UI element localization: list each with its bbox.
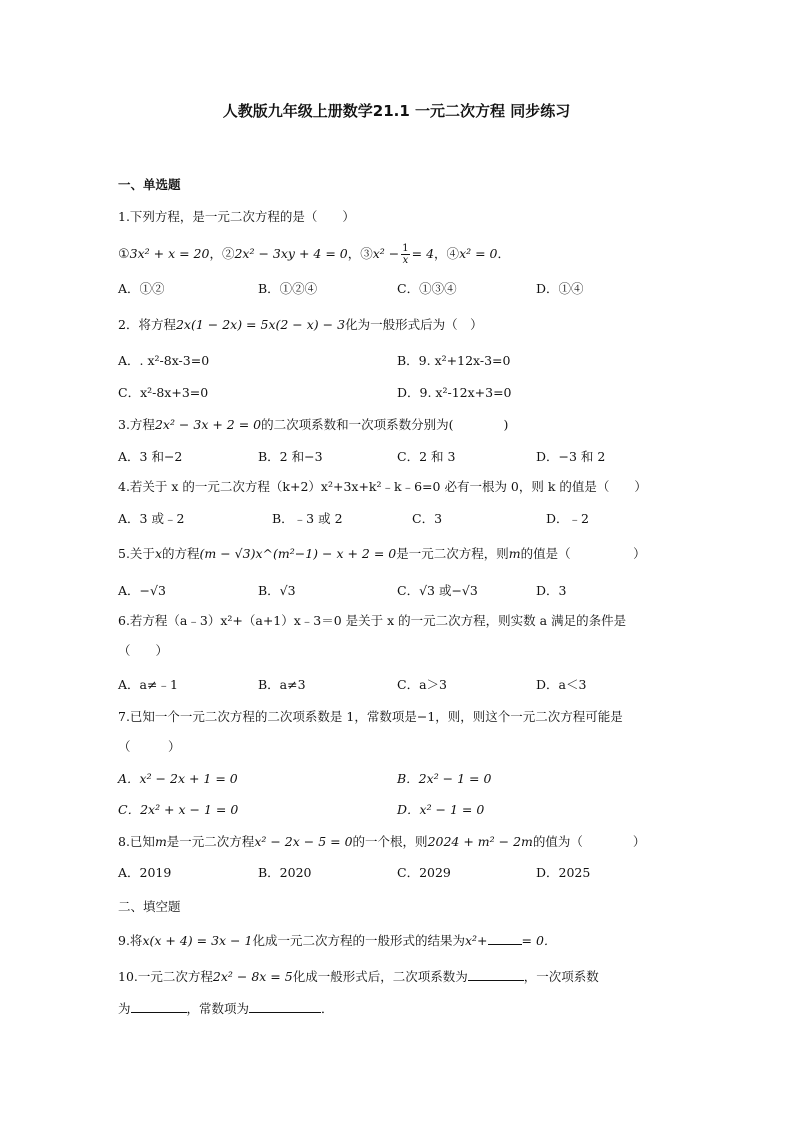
q10-blank-linear-coef[interactable] [131,1000,187,1013]
q10-end: ． [321,1001,334,1016]
q3-option-b[interactable]: B．2 和−3 [258,449,323,464]
q5-option-b[interactable]: B．√3 [258,583,296,598]
q8-option-d[interactable]: D．2025 [536,865,591,880]
q3-option-a[interactable]: A．3 和−2 [118,449,183,464]
q1-eq1: 3x² + x = 20 [129,246,210,261]
q3-option-c[interactable]: C．2 和 3 [397,449,456,464]
q1-statements [118,243,510,266]
q1-circle-3: ，③ [347,246,373,261]
q1-stem: 1.下列方程，是一元二次方程的是（ ） [118,209,355,224]
q3-pre: 3.方程 [118,417,155,432]
q10-mid2: ，一次项系数 [523,969,599,984]
q2-pre: 2．将方程 [118,317,176,332]
q9-stem [118,932,556,950]
q1-eq2: 2x² − 3xy + 4 = 0 [234,246,348,261]
q9-equation: x(x + 4) = 3x − 1 [142,933,253,948]
q7-option-d[interactable]: D．x² − 1 = 0 [397,802,485,817]
q1-frac-num: 1 [402,243,409,254]
q8-stem [118,833,645,851]
q10-mid: 化成一般形式后，二次项系数为 [292,969,468,984]
q9-result-lead: x²+ [464,933,488,948]
q7-stem: 7.已知一个一元二次方程的二次项系数是 1，常数项是−1，则，则这个一元二次方程可能是 [118,709,623,724]
q5-option-a[interactable]: A．−√3 [118,583,166,598]
q5-equation: (m − √3)x^(m²−1) − x + 2 = 0 [199,546,397,561]
q1-circle-1: ① [118,247,130,262]
q2-stem [118,316,483,334]
q8-equation: x² − 2x − 5 = 0 [254,834,353,849]
q6-option-c[interactable]: C．a＞3 [397,677,447,692]
section-heading-fill-blank: 二、填空题 [118,899,181,914]
q5-stem [118,545,646,563]
q9-answer-blank[interactable] [488,932,522,945]
q7-option-a[interactable]: A．x² − 2x + 1 = 0 [118,771,238,786]
q5-end: 的值是（ ） [520,546,646,561]
q3-stem [118,416,508,434]
q2-post: 化为一般形式后为（ ） [345,317,483,332]
q7-option-b[interactable]: B．2x² − 1 = 0 [397,771,492,786]
q8-option-a[interactable]: A．2019 [118,865,172,880]
q1-option-a[interactable]: A．①② [118,281,165,296]
q10-equation: 2x² − 8x = 5 [212,969,293,984]
q3-post: 的二次项系数和一次项系数分别为( ) [261,417,509,432]
q8-option-c[interactable]: C．2029 [397,865,451,880]
q4-option-c[interactable]: C．3 [412,511,443,526]
q5-post: 是一元二次方程，则 [396,546,509,561]
q5-var: x [154,546,162,561]
q2-option-b[interactable]: B．9. x²+12x-3=0 [397,353,511,368]
q4-option-b[interactable]: B．﹣3 或 2 [272,511,343,526]
q2-option-d[interactable]: D．9. x²-12x+3=0 [397,385,512,400]
q10-blank-quadratic-coef[interactable] [468,968,524,981]
q6-option-a[interactable]: A．a≠﹣1 [118,677,178,692]
q2-option-a[interactable]: A．. x²-8x-3=0 [118,353,210,368]
q10-stem-line2 [118,1000,334,1018]
q1-eq4: x² = 0 [459,246,498,261]
q8-mid2: 的一个根，则 [352,834,428,849]
q1-option-c[interactable]: C．①③④ [397,281,457,296]
q7-stem-paren: （ ） [118,739,181,754]
q1-frac-den: x [402,255,409,266]
q5-option-c[interactable]: C．√3 或−√3 [397,583,478,598]
q6-option-d[interactable]: D．a＜3 [536,677,587,692]
q10-line2-b: ，常数项为 [186,1001,250,1016]
q8-option-b[interactable]: B．2020 [258,865,312,880]
q2-equation: 2x(1 − 2x) = 5x(2 − x) − 3 [175,317,346,332]
q5-mid: 的方程 [162,546,200,561]
q8-var: m [154,834,167,849]
q1-circle-2: ，② [209,246,235,261]
q1-eq3-left: x² − [372,246,400,261]
q9-mid: 化成一元二次方程的一般形式的结果为 [252,933,465,948]
q4-option-d[interactable]: D．﹣2 [546,511,589,526]
q9-pre: 9.将 [118,933,143,948]
q4-stem: 4.若关于 x 的一元二次方程（k+2）x²+3x+k²﹣k﹣6=0 必有一根为 0，则 k 的值是（ ） [118,479,647,494]
q8-pre: 8.已知 [118,834,155,849]
q3-option-d[interactable]: D．−3 和 2 [536,449,606,464]
q3-equation: 2x² − 3x + 2 = 0 [154,417,262,432]
q6-option-b[interactable]: B．a≠3 [258,677,306,692]
q2-option-c[interactable]: C．x²-8x+3=0 [118,385,209,400]
q8-post: 的值为（ ） [532,834,646,849]
q4-option-a[interactable]: A．3 或﹣2 [118,511,185,526]
q7-option-c[interactable]: C．2x² + x − 1 = 0 [118,802,239,817]
page-title: 人教版九年级上册数学21.1 一元二次方程 同步练习 [222,102,571,120]
q10-line2-a: 为 [118,1001,131,1016]
section-heading-single-choice: 一、单选题 [118,177,181,192]
q8-mid: 是一元二次方程 [166,834,255,849]
q1-end: ． [497,246,511,261]
q5-pre: 5.关于 [118,546,155,561]
q5-var2: m [508,546,521,561]
q10-blank-constant[interactable] [249,1000,321,1013]
q9-post: = 0． [521,933,557,948]
q5-option-d[interactable]: D．3 [536,583,567,598]
q10-pre: 10.一元二次方程 [118,969,213,984]
q8-expression: 2024 + m² − 2m [427,834,533,849]
q1-option-d[interactable]: D．①④ [536,281,584,296]
q1-fraction [401,243,409,266]
q6-stem: 6.若方程（a﹣3）x²+（a+1）x﹣3＝0 是关于 x 的一元二次方程，则实数 a 满足的条件是 [118,613,627,628]
q1-option-b[interactable]: B．①②④ [258,281,318,296]
q6-stem-paren: （ ） [118,643,169,658]
q1-eq3-right: = 4 [411,246,435,261]
q1-circle-4: ，④ [434,246,460,261]
q10-stem [118,968,599,986]
